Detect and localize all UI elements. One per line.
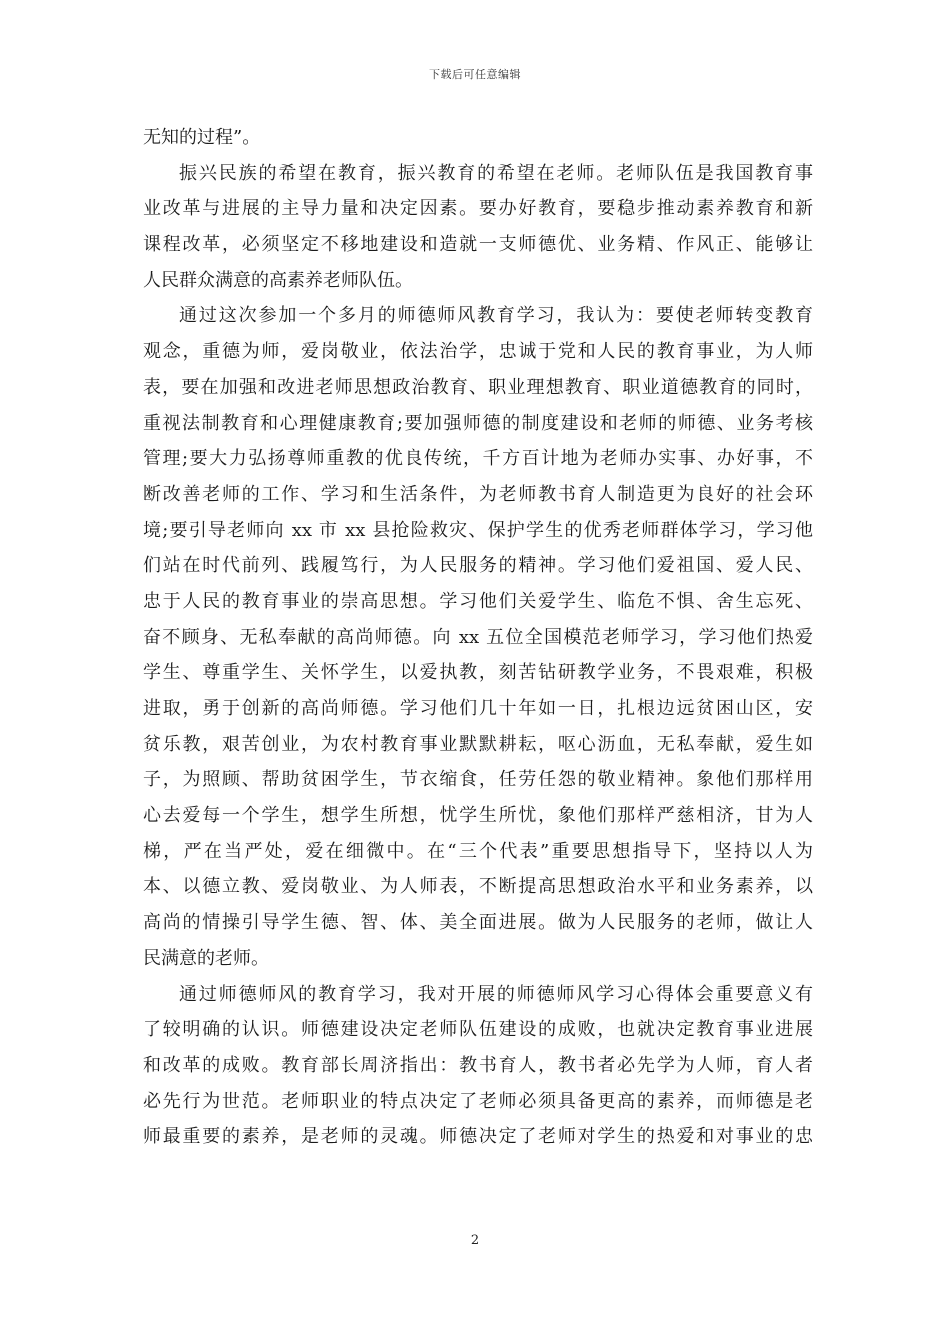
- text-line: 必先行为世范。老师职业的特点决定了老师必须具备更高的素养，而师德是老: [143, 1090, 813, 1112]
- page-header: 下载后可任意编辑: [429, 68, 521, 81]
- text-line: 振兴民族的希望在教育，振兴教育的希望在老师。老师队伍是我国教育事: [179, 162, 813, 184]
- text-line: 本、以德立教、爱岗敬业、为人师表，不断提高思想政治水平和业务素养，以: [143, 876, 813, 898]
- text-line: 高尚的情操引导学生德、智、体、美全面进展。做为人民服务的老师，做让人: [143, 912, 813, 934]
- text-line: 断改善老师的工作、学习和生活条件，为老师教书育人制造更为良好的社会环: [143, 483, 813, 505]
- text-line: 梯，严在当严处，爱在细微中。在“三个代表”重要思想指导下，坚持以人为: [143, 840, 813, 862]
- text-line: 无知的过程”。: [143, 127, 261, 148]
- text-line: 奋不顾身、无私奉献的高尚师德。向 xx 五位全国模范老师学习，学习他们热爱: [143, 626, 813, 648]
- page-number: 2: [470, 1233, 480, 1248]
- text-line: 管理;要大力弘扬尊师重教的优良传统，千方百计地为老师办实事、办好事，不: [143, 448, 813, 470]
- text-line: 观念，重德为师，爱岗敬业，依法治学，忠诚于党和人民的教育事业，为人师: [143, 341, 813, 363]
- text-line: 和改革的成败。教育部长周济指出：教书育人，教书者必先学为人师，育人者: [143, 1054, 813, 1076]
- text-line: 们站在时代前列、践履笃行，为人民服务的精神。学习他们爱祖国、爱人民、: [143, 555, 813, 577]
- text-line: 师最重要的素养，是老师的灵魂。师德决定了老师对学生的热爱和对事业的忠: [143, 1126, 813, 1148]
- text-line: 业改革与进展的主导力量和决定因素。要办好教育，要稳步推动素养教育和新: [143, 198, 813, 220]
- text-line: 子，为照顾、帮助贫困学生，节衣缩食，任劳任怨的敬业精神。象他们那样用: [143, 769, 813, 791]
- text-line: 通过这次参加一个多月的师德师风教育学习，我认为：要使老师转变教育: [179, 305, 813, 327]
- text-line: 民满意的老师。: [143, 947, 269, 969]
- text-line: 重视法制教育和心理健康教育;要加强师德的制度建设和老师的师德、业务考核: [143, 412, 813, 434]
- text-line: 进取，勇于创新的高尚师德。学习他们几十年如一日，扎根边远贫困山区，安: [143, 698, 813, 719]
- document-body: [143, 120, 813, 1155]
- text-line: 了较明确的认识。师德建设决定老师队伍建设的成败，也就决定教育事业进展: [143, 1019, 813, 1041]
- text-line: 人民群众满意的高素养老师队伍。: [143, 269, 413, 291]
- text-line: 表，要在加强和改进老师思想政治教育、职业理想教育、职业道德教育的同时，: [143, 376, 813, 398]
- text-line: 忠于人民的教育事业的崇高思想。学习他们关爱学生、临危不惧、舍生忘死、: [143, 590, 813, 612]
- text-line: 心去爱每一个学生，想学生所想，忧学生所忧，象他们那样严慈相济，甘为人: [143, 805, 813, 827]
- text-line: 通过师德师风的教育学习，我对开展的师德师风学习心得体会重要意义有: [179, 983, 813, 1005]
- text-line: 课程改革，必须坚定不移地建设和造就一支师德优、业务精、作风正、能够让: [143, 234, 813, 256]
- text-line: 境;要引导老师向 xx 市 xx 县抢险救灾、保护学生的优秀老师群体学习，学习他: [143, 519, 813, 541]
- text-line: 贫乐教，艰苦创业，为农村教育事业默默耕耘，呕心沥血，无私奉献，爱生如: [143, 733, 813, 755]
- text-line: 学生、尊重学生、关怀学生，以爱执教，刻苦钻研教学业务，不畏艰难，积极: [143, 662, 813, 684]
